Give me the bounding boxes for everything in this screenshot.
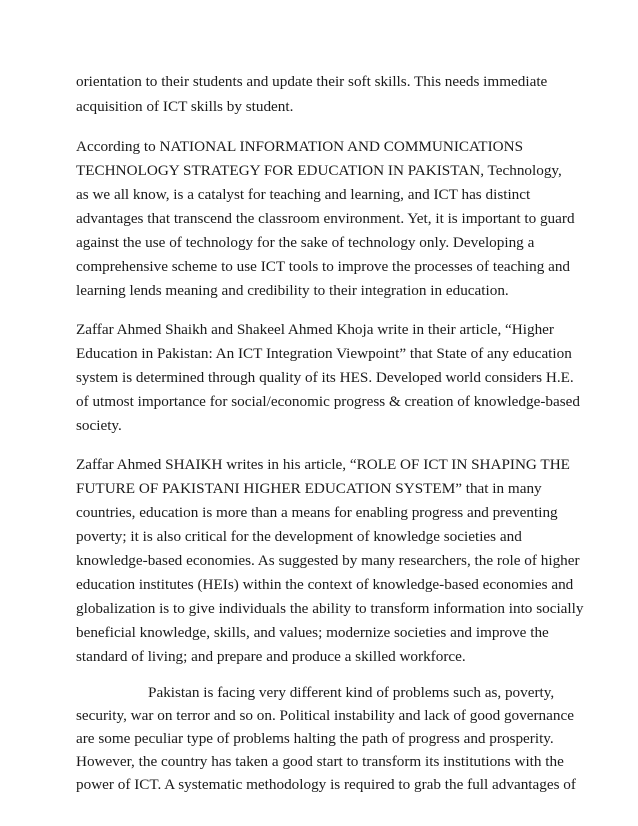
text-line: FUTURE OF PAKISTANI HIGHER EDUCATION SYSTEM” that in many <box>76 480 542 497</box>
text-line: learning lends meaning and credibility to their integration in education. <box>76 282 509 299</box>
text-line: beneficial knowledge, skills, and values; modernize societies and improve the <box>76 624 549 641</box>
text-line: education institutes (HEIs) within the context of knowledge-based economies and <box>76 576 574 593</box>
text-line: poverty; it is also critical for the development of knowledge societies and <box>76 528 522 545</box>
text-line: Zaffar Ahmed SHAIKH writes in his article, “ROLE OF ICT IN SHAPING THE <box>76 456 570 473</box>
text-line: society. <box>76 417 122 434</box>
text-line: countries, education is more than a means for enabling progress and preventing <box>76 504 558 521</box>
text-line: advantages that transcend the classroom environment. Yet, it is important to guard <box>76 210 575 227</box>
text-line: of utmost importance for social/economic progress & creation of knowledge-based <box>76 393 580 410</box>
text-line: knowledge-based economies. As suggested by many researchers, the role of higher <box>76 552 580 569</box>
text-line: Zaffar Ahmed Shaikh and Shakeel Ahmed Khoja write in their article, “Higher <box>76 321 554 338</box>
text-line: However, the country has taken a good start to transform its institutions with the <box>76 753 564 770</box>
text-line: According to NATIONAL INFORMATION AND COMMUNICATIONS <box>76 138 524 155</box>
text-line: security, war on terror and so on. Political instability and lack of good governance <box>76 707 574 724</box>
text-line: are some peculiar type of problems halting the path of progress and prosperity. <box>76 730 554 747</box>
text-line: against the use of technology for the sake of technology only. Developing a <box>76 234 535 251</box>
text-line: Pakistan is facing very different kind of problems such as, poverty, <box>148 684 555 701</box>
text-line: TECHNOLOGY STRATEGY FOR EDUCATION IN PAKISTAN, Technology, <box>76 162 562 179</box>
text-line: orientation to their students and update their soft skills. This needs immediate <box>76 73 548 90</box>
text-line: system is determined through quality of its HES. Developed world considers H.E. <box>76 369 574 386</box>
text-line: power of ICT. A systematic methodology is required to grab the full advantages of <box>76 776 576 793</box>
text-line: standard of living; and prepare and produce a skilled workforce. <box>76 648 466 665</box>
text-line: Education in Pakistan: An ICT Integration Viewpoint” that State of any education <box>76 345 572 362</box>
text-line: acquisition of ICT skills by student. <box>76 98 294 115</box>
text-line: comprehensive scheme to use ICT tools to improve the processes of teaching and <box>76 258 571 275</box>
text-line: globalization is to give individuals the ability to transform information into socially <box>76 600 584 617</box>
text-line: as we all know, is a catalyst for teaching and learning, and ICT has distinct <box>76 186 531 203</box>
